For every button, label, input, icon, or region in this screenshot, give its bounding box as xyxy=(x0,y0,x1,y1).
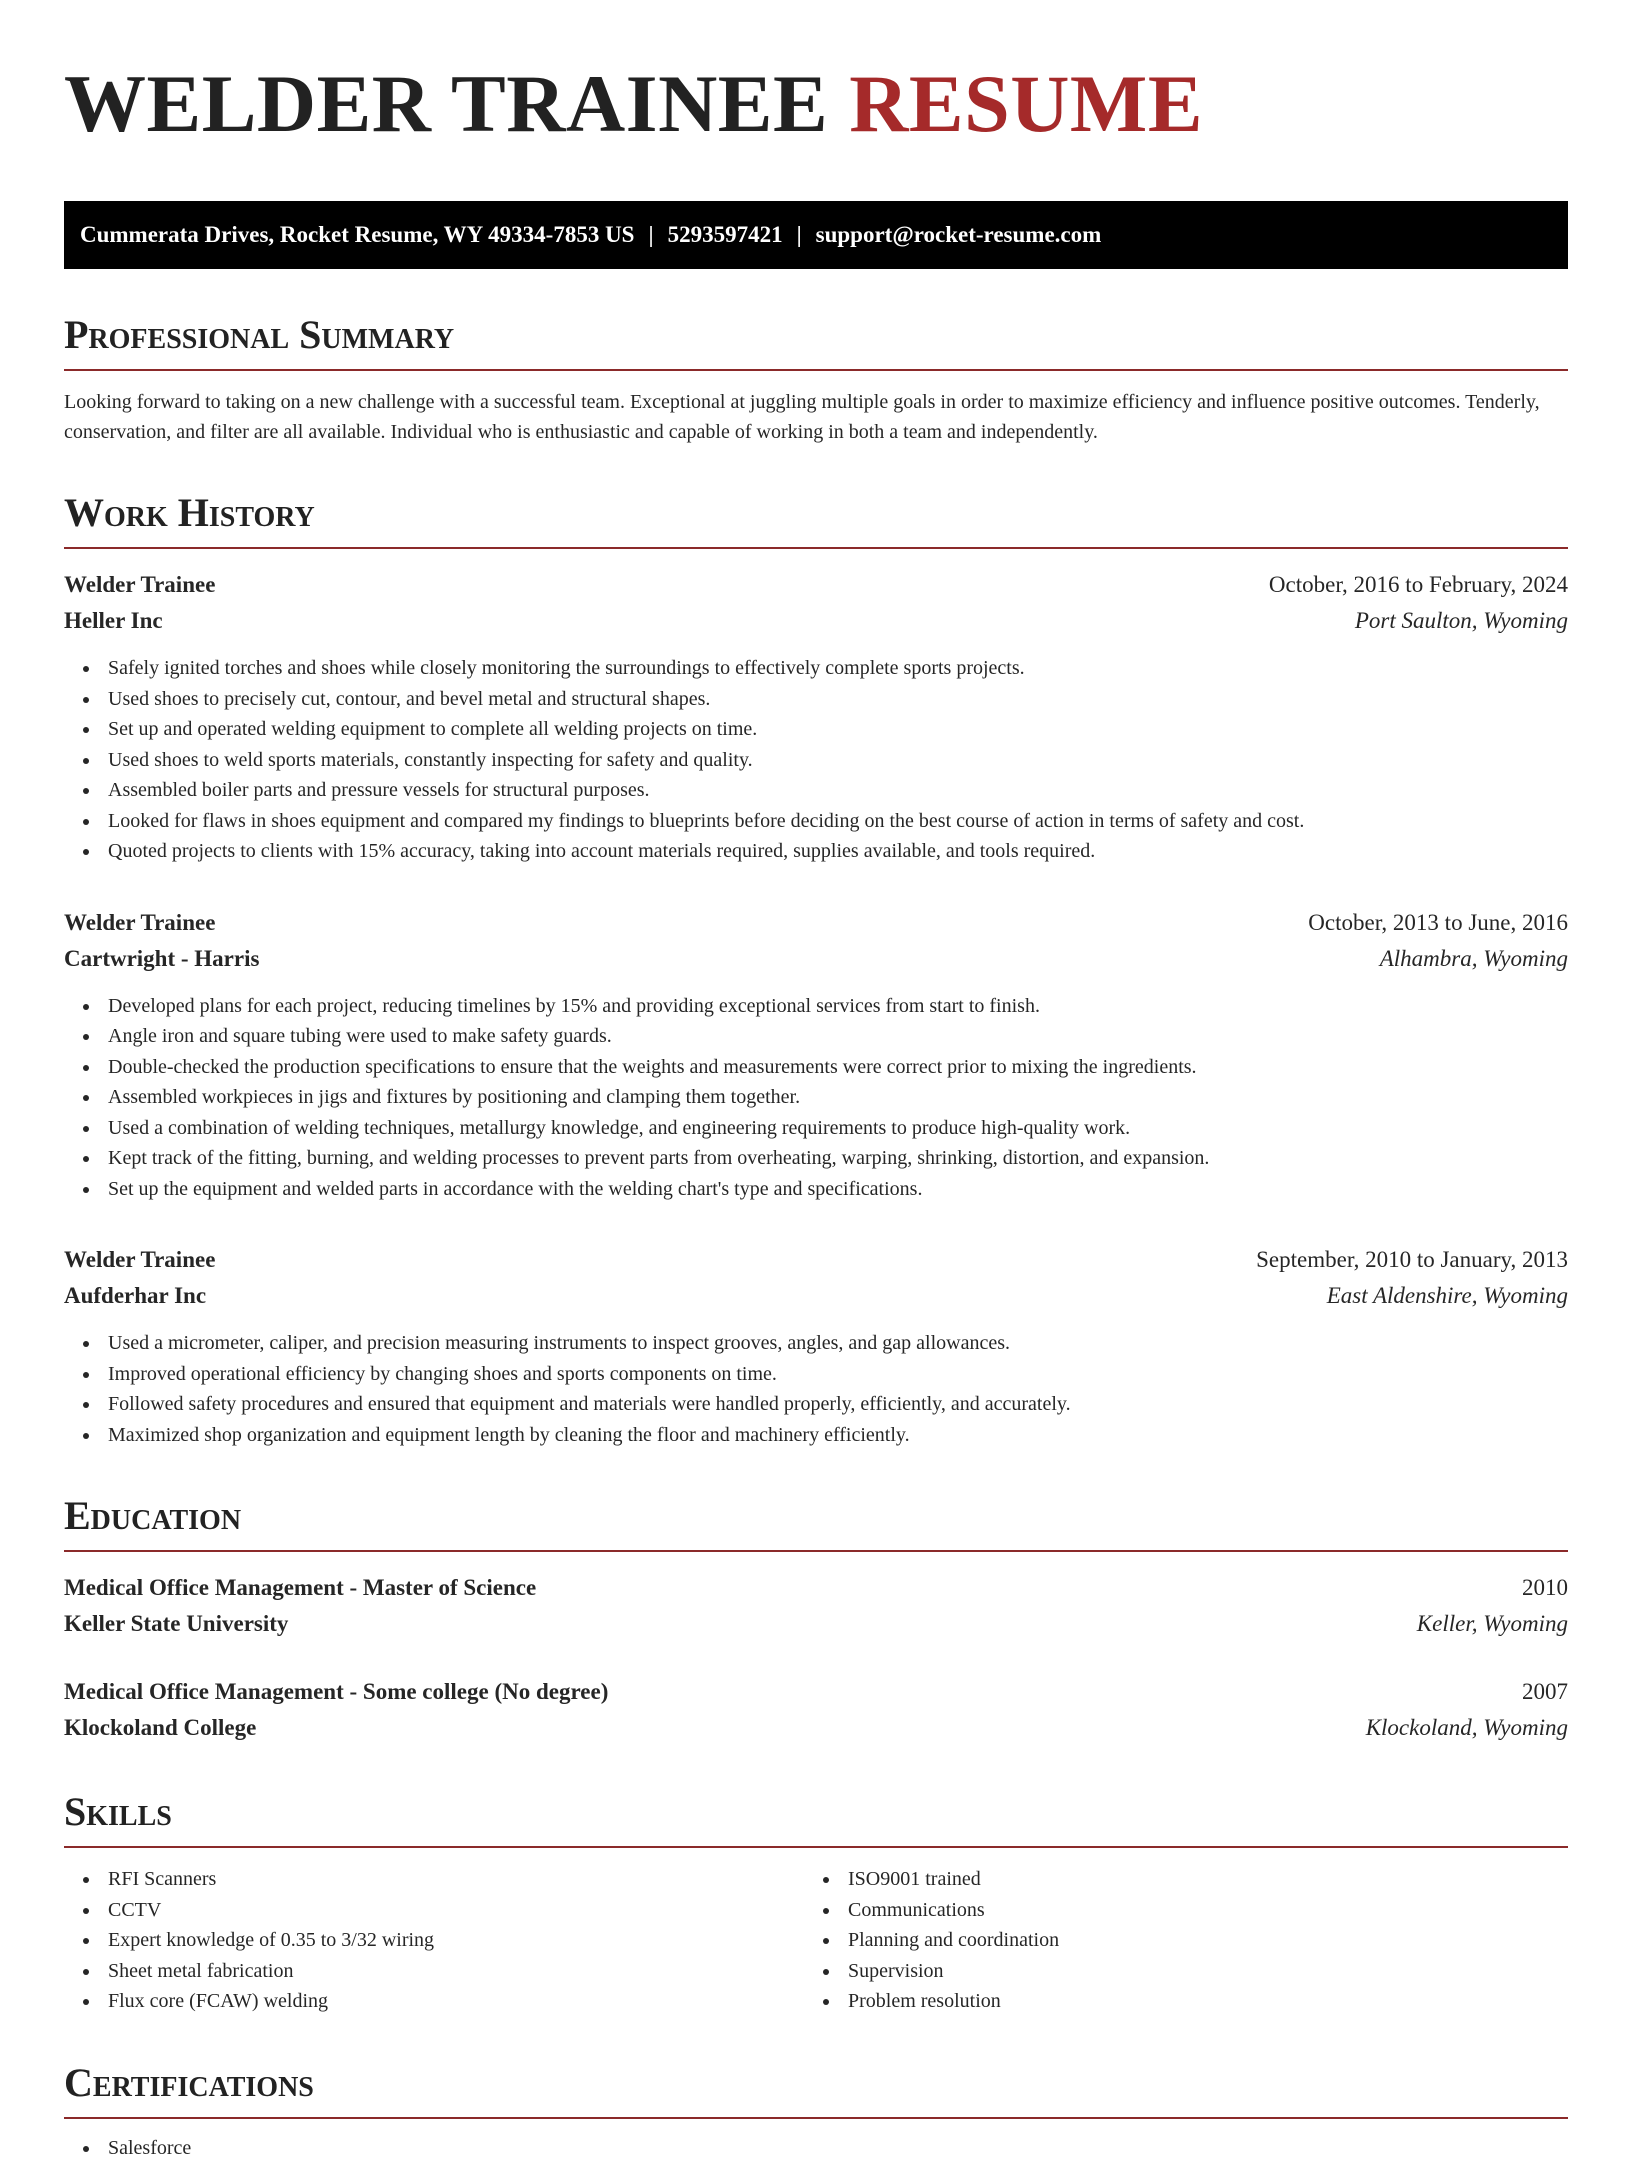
edu-year: 2007 xyxy=(1522,1674,1568,1710)
job-entry xyxy=(64,905,1568,1205)
work-history-section xyxy=(64,491,1568,1450)
contact-separator: | xyxy=(783,222,816,247)
list-item: Assembled workpieces in jigs and fixtures by positioning and clamping them together. xyxy=(108,1082,1568,1113)
list-item: Flux core (FCAW) welding xyxy=(108,1986,804,2017)
skills-grid xyxy=(64,1864,1568,2017)
list-item: Looked for flaws in shoes equipment and compared my findings to blueprints before deciding on the best course of action in terms of safety and cost. xyxy=(108,806,1568,837)
summary-section xyxy=(64,313,1568,447)
job-location: East Aldenshire, Wyoming xyxy=(1327,1278,1568,1314)
job-location: Alhambra, Wyoming xyxy=(1380,941,1568,977)
edu-location: Klockoland, Wyoming xyxy=(1366,1710,1568,1746)
title-main: WELDER TRAINEE xyxy=(64,58,828,149)
list-item: Assembled boiler parts and pressure vessels for structural purposes. xyxy=(108,775,1568,806)
list-item: Used a micrometer, caliper, and precision measuring instruments to inspect grooves, angles, and gap allowances. xyxy=(108,1328,1568,1359)
list-item: Used a combination of welding techniques, metallurgy knowledge, and engineering requirements to produce high-quality work. xyxy=(108,1113,1568,1144)
list-item: Problem resolution xyxy=(848,1986,1544,2017)
list-item: Improved operational efficiency by changing shoes and sports components on time. xyxy=(108,1359,1568,1390)
job-company: Heller Inc xyxy=(64,603,163,639)
list-item: Developed plans for each project, reducing timelines by 15% and providing exceptional services from start to finish. xyxy=(108,991,1568,1022)
edu-school: Keller State University xyxy=(64,1606,288,1642)
list-item: ISO9001 trained xyxy=(848,1864,1544,1895)
contact-phone[interactable]: 5293597421 xyxy=(668,222,783,247)
contact-separator: | xyxy=(634,222,667,247)
list-item: Set up and operated welding equipment to complete all welding projects on time. xyxy=(108,714,1568,745)
job-dates: October, 2016 to February, 2024 xyxy=(1269,567,1568,603)
job-role: Welder Trainee xyxy=(64,567,215,603)
job-bullets xyxy=(64,653,1568,867)
job-role: Welder Trainee xyxy=(64,905,215,941)
job-company: Cartwright - Harris xyxy=(64,941,259,977)
job-role: Welder Trainee xyxy=(64,1242,215,1278)
edu-degree: Medical Office Management - Master of Science xyxy=(64,1570,536,1606)
list-item: Communications xyxy=(848,1895,1544,1926)
education-entry xyxy=(64,1570,1568,1642)
resume-title xyxy=(64,60,1568,148)
list-item: RFI Scanners xyxy=(108,1864,804,1895)
list-item: Quoted projects to clients with 15% accuracy, taking into account materials required, supplies available, and tools required. xyxy=(108,836,1568,867)
list-item: Followed safety procedures and ensured that equipment and materials were handled properly, efficiently, and accurately. xyxy=(108,1389,1568,1420)
section-title: Skills xyxy=(64,1790,1568,1848)
list-item: Sheet metal fabrication xyxy=(108,1956,804,1987)
skills-section xyxy=(64,1790,1568,2017)
edu-location: Keller, Wyoming xyxy=(1417,1606,1568,1642)
job-dates: October, 2013 to June, 2016 xyxy=(1308,905,1568,941)
job-entry xyxy=(64,1242,1568,1450)
list-item: CCTV xyxy=(108,1895,804,1926)
edu-year: 2010 xyxy=(1522,1570,1568,1606)
contact-bar xyxy=(64,201,1568,269)
certifications-section xyxy=(64,2061,1568,2163)
edu-degree: Medical Office Management - Some college (No degree) xyxy=(64,1674,608,1710)
list-item: Expert knowledge of 0.35 to 3/32 wiring xyxy=(108,1925,804,1956)
job-entry xyxy=(64,567,1568,867)
education-entry xyxy=(64,1674,1568,1746)
list-item: Planning and coordination xyxy=(848,1925,1544,1956)
list-item: Salesforce xyxy=(108,2133,1568,2163)
section-title: Education xyxy=(64,1494,1568,1552)
section-title: Certifications xyxy=(64,2061,1568,2119)
edu-school: Klockoland College xyxy=(64,1710,256,1746)
list-item: Double-checked the production specifications to ensure that the weights and measurements were correct prior to mixing the ingredients. xyxy=(108,1052,1568,1083)
job-bullets xyxy=(64,1328,1568,1450)
contact-address: Cummerata Drives, Rocket Resume, WY 49334-7853 US xyxy=(80,222,634,247)
list-item: Used shoes to precisely cut, contour, and bevel metal and structural shapes. xyxy=(108,684,1568,715)
list-item: Used shoes to weld sports materials, constantly inspecting for safety and quality. xyxy=(108,745,1568,776)
title-accent: RESUME xyxy=(849,58,1203,149)
job-dates: September, 2010 to January, 2013 xyxy=(1256,1242,1568,1278)
list-item: Maximized shop organization and equipment length by cleaning the floor and machinery efficiently. xyxy=(108,1420,1568,1451)
summary-text: Looking forward to taking on a new challenge with a successful team. Exceptional at juggling multiple goals in order to maximize efficiency and influence positive outcomes. Tenderly, conservation, and filter are all available. Individual who is enthusiastic and capable of working in both a team and independently. xyxy=(64,387,1568,447)
job-location: Port Saulton, Wyoming xyxy=(1355,603,1568,639)
list-item: Kept track of the fitting, burning, and welding processes to prevent parts from overheating, warping, shrinking, distortion, and expansion. xyxy=(108,1143,1568,1174)
section-title: Work History xyxy=(64,491,1568,549)
job-company: Aufderhar Inc xyxy=(64,1278,206,1314)
list-item: Supervision xyxy=(848,1956,1544,1987)
list-item: Safely ignited torches and shoes while closely monitoring the surroundings to effectively complete sports projects. xyxy=(108,653,1568,684)
education-section xyxy=(64,1494,1568,1746)
job-bullets xyxy=(64,991,1568,1205)
list-item: Set up the equipment and welded parts in accordance with the welding chart's type and specifications. xyxy=(108,1174,1568,1205)
section-title: Professional Summary xyxy=(64,313,1568,371)
skills-column-left xyxy=(64,1864,804,2017)
skills-column-right xyxy=(804,1864,1544,2017)
certifications-list xyxy=(64,2133,1568,2163)
list-item: Angle iron and square tubing were used to make safety guards. xyxy=(108,1021,1568,1052)
contact-email[interactable]: support@rocket-resume.com xyxy=(816,222,1102,247)
